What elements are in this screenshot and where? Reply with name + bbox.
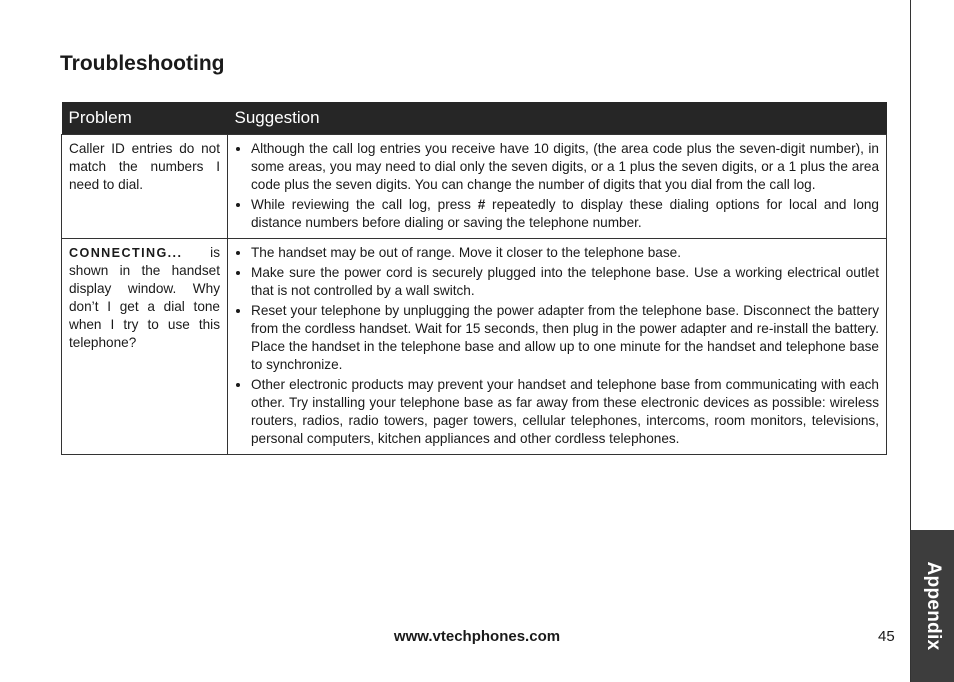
table-row [62,239,887,455]
troubleshooting-table [61,102,887,455]
problem-text [69,244,220,352]
suggestion-text: repeatedly to display these dialing options for local and long distance numbers before dialing or saving the telephone number. [251,197,879,230]
suggestion-item: • Make sure the power cord is securely plugged into the telephone base. Use a working electrical outlet that is not controlled by a wall switch. [251,264,879,300]
suggestion-text: While reviewing the call log, press [251,197,478,212]
page-number: 45 [878,628,895,645]
display-message-code: CONNECTING... [69,246,183,260]
table-header-row [62,102,887,135]
suggestion-cell [228,239,887,455]
suggestion-cell [228,135,887,239]
side-tab-label: Appendix [922,561,944,651]
problem-description: is shown in the handset display window. Why don’t I get a dial tone when I try to use this telephone? [69,245,220,350]
problem-text: Caller ID entries do not match the numbers I need to dial. [69,141,220,192]
suggestion-item: • Although the call log entries you receive have 10 digits, (the area code plus the seven-digit number), in some areas, you may need to dial only the seven digits, or a 1 plus the seven digits, or a 1 plus the area code plus the seven digits. You can change the number of digits that you dial from the call log. [251,140,879,194]
suggestion-list [235,140,879,232]
pound-key-label: # [477,197,486,212]
problem-cell [62,239,228,455]
suggestion-item: • Other electronic products may prevent your handset and telephone base from communicating with each other. Try installing your telephone base as far away from these electronic devices as possible: wireless routers, radios, radio towers, pager towers, cellular telephones, intercoms, room monitors, televisions, personal computers, kitchen appliances and other cordless telephones. [251,376,879,448]
suggestion-item: • Reset your telephone by unplugging the power adapter from the telephone base. Disconnect the battery from the cordless handset. Wait for 15 seconds, then plug in the power adapter and re-install the battery. Place the handset in the telephone base and allow up to one minute for the handset and telephone base to synchronize. [251,302,879,374]
problem-cell [62,135,228,239]
table-row [62,135,887,239]
suggestion-item [251,196,879,232]
suggestion-item: • The handset may be out of range. Move it closer to the telephone base. [251,244,879,262]
header-problem: Problem [62,102,228,135]
page-title: Troubleshooting [60,52,225,75]
appendix-side-tab [911,530,954,682]
suggestion-list [235,244,879,448]
header-suggestion: Suggestion [228,102,887,135]
footer-website-url: www.vtechphones.com [393,628,561,645]
